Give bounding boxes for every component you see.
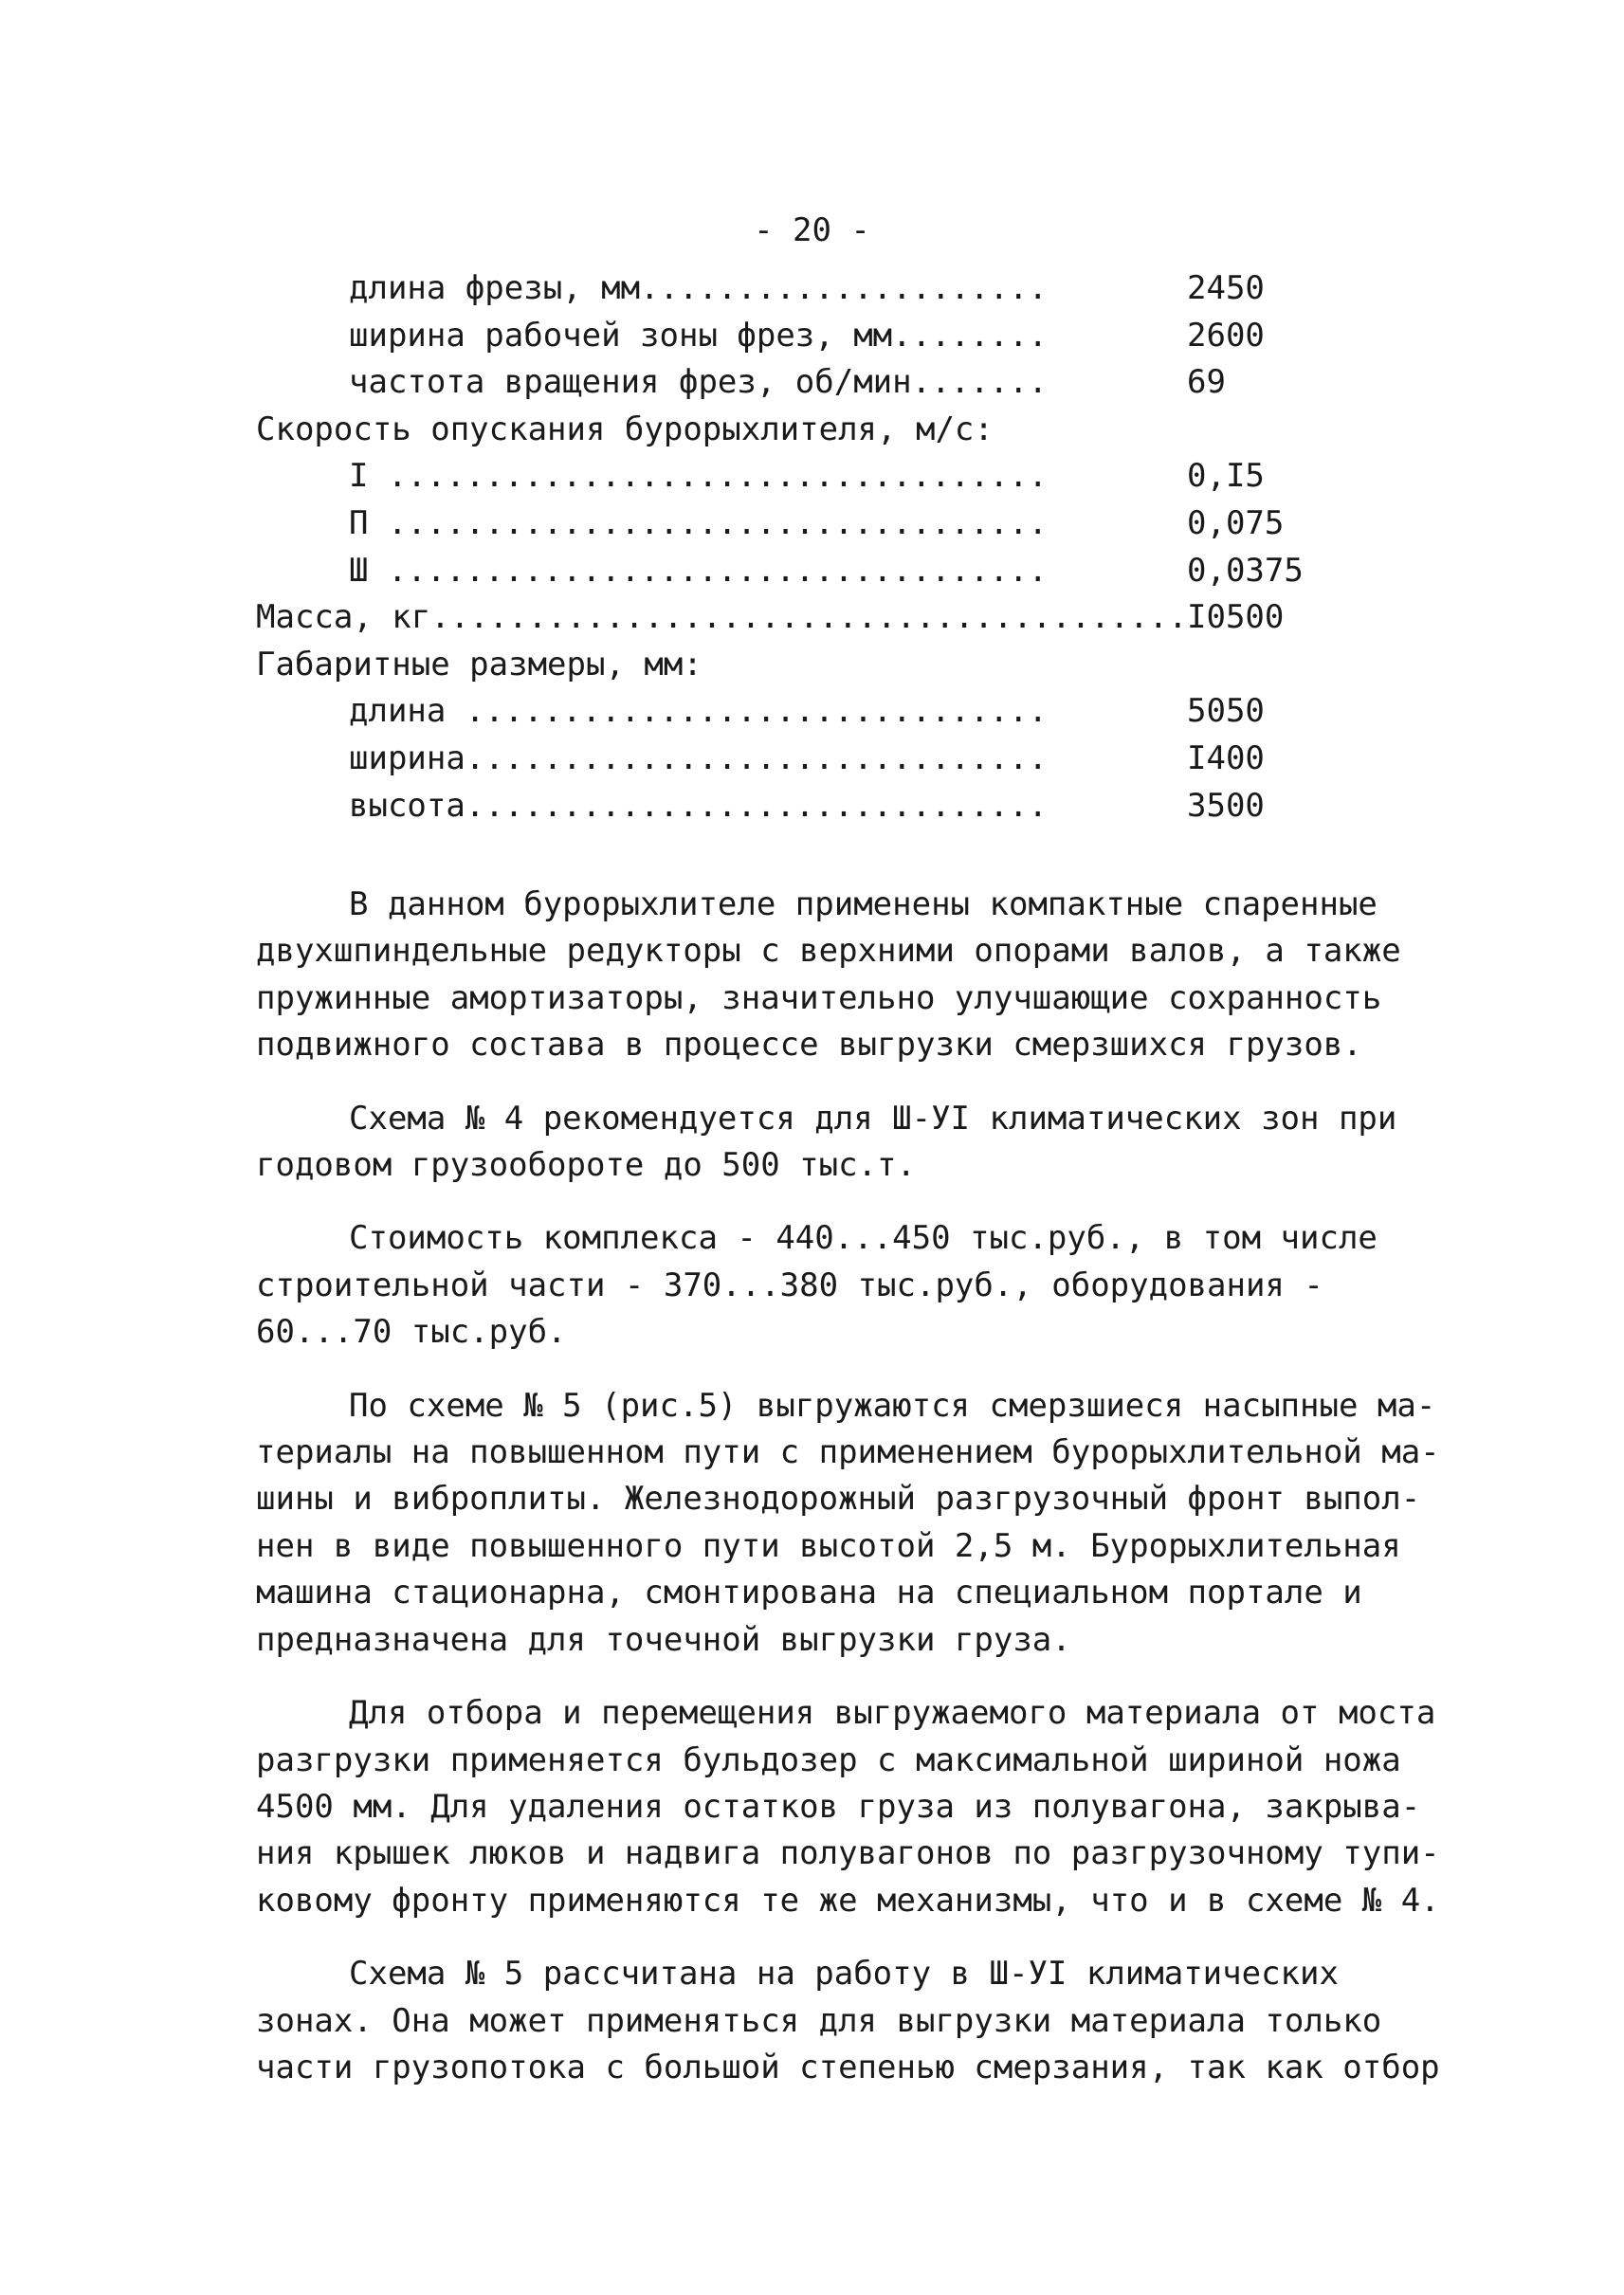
text-line: Для отбора и перемещения выгружаемого материала от моста [349,1694,1436,1733]
text-line: Схема № 5 рассчитана на работу в Ш-УI климатических [349,1955,1339,1994]
spec-value: 0,I5 [1187,457,1265,496]
paragraph [256,1096,1397,1190]
paragraph [256,1383,1440,1664]
text-line: машина стационарна, смонтирована на специальном портале и [256,1574,1362,1612]
spec-label: частота вращения фрез, об/мин....... [349,363,1048,402]
text-line: предназначена для точечной выгрузки груза. [256,1620,1071,1659]
spec-row [256,548,1327,595]
spec-value: 3500 [1187,786,1265,825]
spec-value: 2600 [1187,316,1265,355]
spec-value: 2450 [1187,269,1265,307]
page-number: - 20 - [754,211,870,249]
paragraph [256,1951,1440,2091]
text-line: строительной части - 370...380 тыс.руб., оборудования - [256,1266,1323,1304]
spec-label: Габаритные размеры, мм: [256,645,703,683]
spec-row [256,265,1327,313]
text-line: По схеме № 5 (рис.5) выгружаются смерзшиеся насыпные ма- [349,1386,1436,1425]
text-line: пружинные амортизаторы, значительно улучшающие сохранность [256,978,1382,1017]
paragraph [256,1215,1394,1356]
spec-row [256,688,1327,736]
text-line: разгрузки применяется бульдозер с максимальной шириной ножа [256,1740,1401,1779]
spec-row [256,501,1327,548]
text-line: части грузопотока с большой степенью смерзания, так как отбор [256,2048,1440,2086]
text-line: териалы на повышенном пути с применением бурорыхлительной ма- [256,1433,1440,1472]
text-line: двухшпиндельные редукторы с верхними опорами валов, а также [256,932,1401,971]
spec-label: Ш .................................. [349,551,1048,590]
spec-row [256,313,1327,360]
spec-row [256,453,1327,501]
text-line: ния крышек люков и надвига полувагонов по разгрузочному тупи- [256,1834,1440,1873]
spec-value: 0,075 [1187,503,1285,542]
spec-label: Масса, кг....................................... [256,598,1188,637]
text-line: 60...70 тыс.руб. [256,1313,567,1352]
paragraph [256,882,1401,1069]
spec-value: I0500 [1187,598,1285,637]
text-line: зонах. Она может применяться для выгрузки материала только [256,2001,1382,2040]
specification-list [256,265,1327,829]
spec-label: ширина.............................. [349,738,1048,777]
paragraph [256,1690,1440,1924]
spec-value: 69 [1187,363,1226,402]
spec-label: высота.............................. [349,786,1048,825]
spec-row [256,359,1327,407]
spec-value: 0,0375 [1187,551,1304,590]
spec-label: I .................................. [349,457,1048,496]
spec-label: П .................................. [349,503,1048,542]
text-line: годовом грузообороте до 500 тыс.т. [256,1146,916,1185]
spec-label: длина .............................. [349,692,1048,731]
text-line: 4500 мм. Для удаления остатков груза из полувагона, закрыва- [256,1787,1421,1826]
body-text [256,882,1440,2118]
spec-row [256,407,1327,454]
spec-value: 5050 [1187,692,1265,731]
text-line: ковому фронту применяются те же механизмы, что и в схеме № 4. [256,1881,1440,1920]
spec-label: ширина рабочей зоны фрез, мм........ [349,316,1048,355]
text-line: шины и виброплиты. Железнодорожный разгрузочный фронт выпол- [256,1480,1421,1519]
text-line: В данном бурорыхлителе применены компактные спаренные [349,885,1378,923]
spec-label: Скорость опускания бурорыхлителя, м/с: [256,410,994,448]
text-line: Схема № 4 рекомендуется для Ш-УI климатических зон при [349,1099,1397,1138]
spec-row [256,783,1327,830]
text-line: Стоимость комплекса - 440...450 тыс.руб., в том числе [349,1219,1378,1258]
text-line: нен в виде повышенного пути высотой 2,5 м. Бурорыхлительная [256,1526,1401,1565]
text-line: подвижного состава в процессе выгрузки смерзшихся грузов. [256,1026,1362,1065]
spec-row [256,594,1327,642]
spec-row [256,642,1327,689]
spec-label: длина фрезы, мм..................... [349,269,1048,307]
spec-value: I400 [1187,738,1265,777]
spec-row [256,736,1327,783]
